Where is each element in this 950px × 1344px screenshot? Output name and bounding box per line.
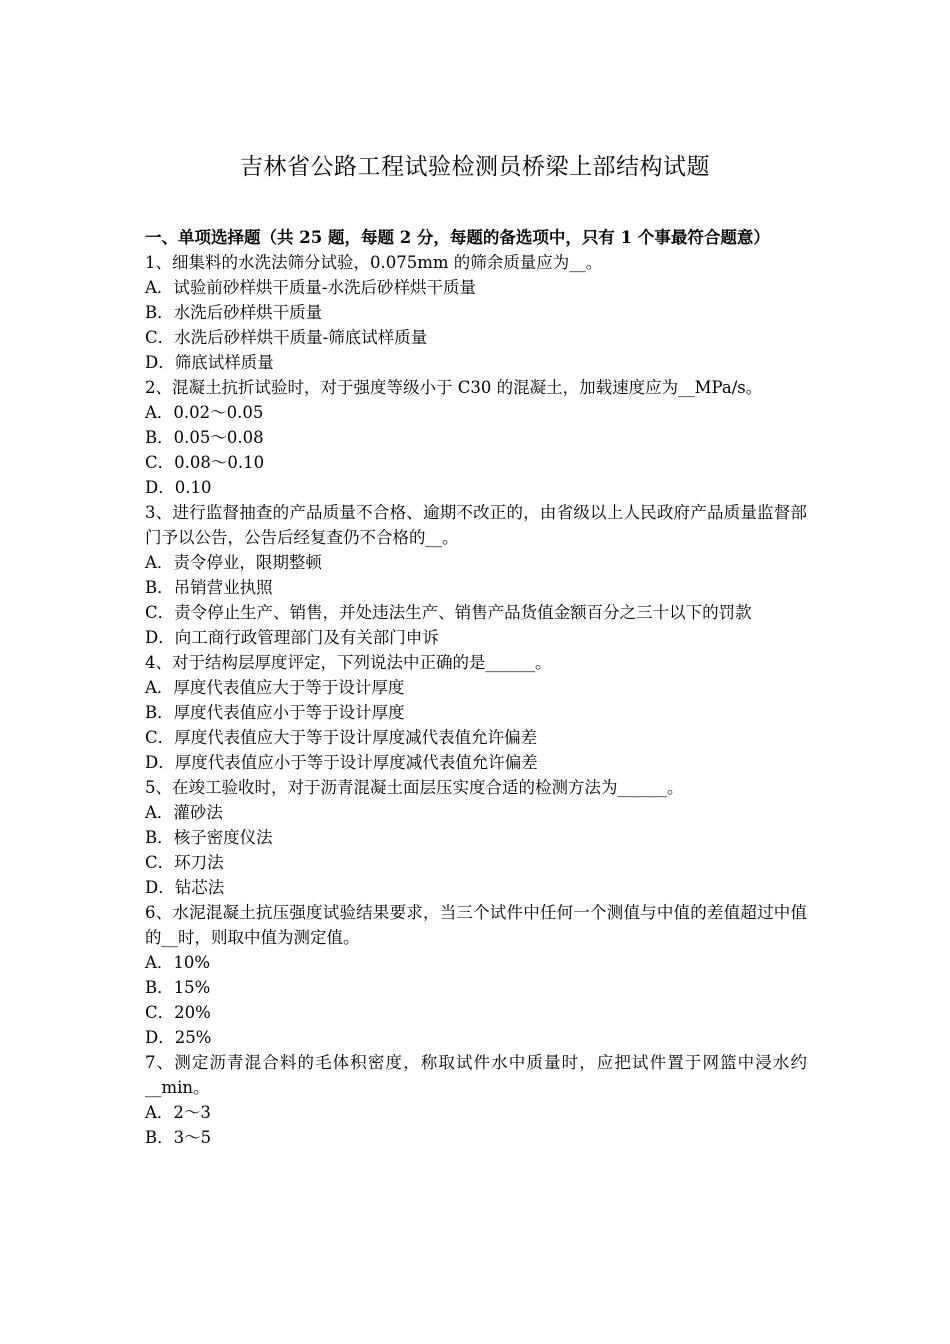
answer-option: A．试验前砂样烘干质量-水洗后砂样烘干质量 (145, 278, 476, 297)
document-title: 吉林省公路工程试验检测员桥梁上部结构试题 (240, 154, 710, 180)
answer-option: D．厚度代表值应小于等于设计厚度减代表值允许偏差 (145, 753, 538, 772)
answer-option: C．0.08～0.10 (145, 453, 265, 472)
answer-option: D．25% (145, 1028, 212, 1047)
answer-option: B．15% (145, 978, 211, 997)
question-stem: 5、在竣工验收时，对于沥青混凝土面层压实度合适的检测方法为______。 (145, 778, 684, 797)
question-block (145, 1050, 807, 1150)
question-stem: 1、细集料的水洗法筛分试验，0.075mm 的筛余质量应为__。 (145, 253, 603, 272)
answer-option: D．0.10 (145, 478, 212, 497)
question-block (145, 500, 807, 650)
answer-option: B．3～5 (145, 1128, 212, 1147)
answer-option: A．厚度代表值应大于等于设计厚度 (145, 678, 405, 697)
question-stem: 2、混凝土抗折试验时，对于强度等级小于 C30 的混凝土，加载速度应为__MPa/s。 (145, 378, 763, 397)
answer-option: C．水洗后砂样烘干质量-筛底试样质量 (145, 328, 428, 347)
answer-option: C．环刀法 (145, 853, 224, 872)
question-stem: 7、测定沥青混合料的毛体积密度，称取试件水中质量时，应把试件置于网篮中浸水约__min。 (145, 1053, 807, 1097)
answer-option: B．核子密度仪法 (145, 828, 273, 847)
answer-option: B．水洗后砂样烘干质量 (145, 303, 323, 322)
answer-option: C．厚度代表值应大于等于设计厚度减代表值允许偏差 (145, 728, 538, 747)
answer-option: A．0.02～0.05 (145, 403, 264, 422)
question-block (145, 900, 807, 1050)
document-body (145, 225, 807, 1150)
question-block (145, 250, 807, 375)
answer-option: A．2～3 (145, 1103, 211, 1122)
question-stem: 3、进行监督抽查的产品质量不合格、逾期不改正的，由省级以上人民政府产品质量监督部门予以公告，公告后经复查仍不合格的__。 (145, 503, 807, 547)
answer-option: D．钻芯法 (145, 878, 225, 897)
answer-option: C．20% (145, 1003, 211, 1022)
answer-option: B．厚度代表值应小于等于设计厚度 (145, 703, 405, 722)
question-stem: 6、水泥混凝土抗压强度试验结果要求，当三个试件中任何一个测值与中值的差值超过中值的__时，则取中值为测定值。 (145, 903, 807, 947)
answer-option: B．吊销营业执照 (145, 578, 273, 597)
answer-option: D．筛底试样质量 (145, 353, 274, 372)
answer-option: A．灌砂法 (145, 803, 223, 822)
answer-option: D．向工商行政管理部门及有关部门申诉 (145, 628, 439, 647)
answer-option: C．责令停止生产、销售，并处违法生产、销售产品货值金额百分之三十以下的罚款 (145, 603, 752, 622)
answer-option: B．0.05～0.08 (145, 428, 264, 447)
answer-option: A．责令停业，限期整顿 (145, 553, 322, 572)
section-heading: 一、单项选择题（共 25 题，每题 2 分，每题的备选项中，只有 1 个事最符合题意） (145, 228, 770, 247)
question-block (145, 375, 807, 500)
question-stem: 4、对于结构层厚度评定，下列说法中正确的是______。 (145, 653, 552, 672)
question-block (145, 775, 807, 900)
answer-option: A．10% (145, 953, 211, 972)
question-block (145, 650, 807, 775)
